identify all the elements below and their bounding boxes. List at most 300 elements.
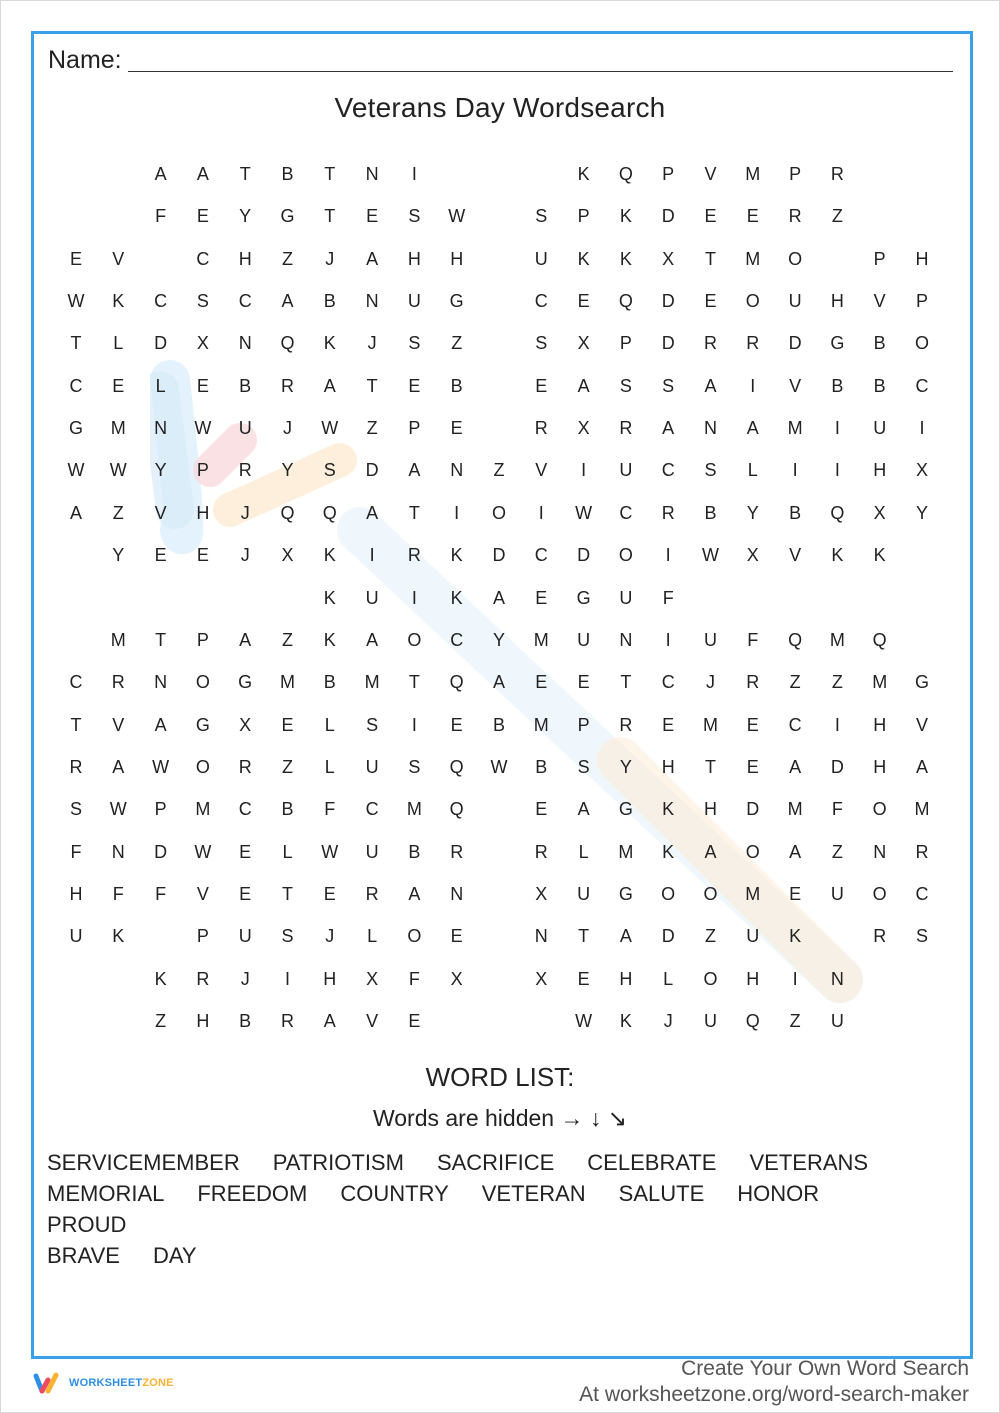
grid-letter: E	[408, 1011, 421, 1031]
grid-letter: M	[280, 672, 295, 693]
grid-letter: R	[915, 841, 929, 862]
grid-letter: I	[411, 587, 417, 608]
grid-letter: D	[661, 291, 675, 312]
grid-letter: O	[703, 968, 718, 989]
footer-link[interactable]: At worksheetzone.org/word-search-maker	[579, 1383, 969, 1406]
grid-letter: W	[702, 545, 719, 566]
grid-letter: I	[581, 460, 587, 481]
grid-letter: O	[872, 883, 887, 904]
grid-letter: K	[450, 545, 463, 566]
grid-letter: I	[454, 502, 460, 523]
grid-letter: M	[787, 799, 803, 820]
grid-letter: P	[619, 333, 632, 354]
grid-letter: Z	[112, 502, 124, 523]
grid-letter: M	[787, 418, 803, 439]
grid-letter: S	[323, 460, 336, 481]
grid-letter: R	[704, 333, 717, 354]
grid-letter: A	[239, 629, 252, 650]
grid-letter: K	[873, 545, 886, 566]
grid-letter: E	[112, 375, 125, 396]
grid-letter: W	[67, 291, 85, 312]
footer-line-1: Create Your Own Word Search	[681, 1357, 969, 1380]
grid-letter: T	[324, 164, 336, 184]
grid-letter: Z	[366, 418, 378, 439]
grid-letter: E	[239, 883, 252, 904]
grid-letter: A	[366, 502, 379, 523]
grid-letter: F	[155, 206, 167, 227]
grid-letter: U	[788, 291, 802, 312]
grid-letter: Q	[449, 799, 464, 820]
grid-letter: K	[662, 841, 675, 862]
grid-letter: Y	[492, 629, 505, 650]
grid-letter: C	[365, 799, 379, 820]
grid-letter: Y	[239, 206, 252, 227]
grid-letter: F	[662, 587, 674, 608]
grid-letter: M	[533, 714, 549, 735]
grid-letter: O	[618, 545, 633, 566]
grid-letter: Z	[705, 926, 716, 947]
grid-letter: D	[577, 545, 591, 566]
grid-letter: G	[830, 333, 845, 354]
worksheetzone-logo-icon	[33, 1372, 61, 1394]
word-list-item: HONOR	[737, 1181, 820, 1206]
grid-letter: S	[408, 756, 421, 777]
grid-letter: W	[109, 799, 127, 820]
grid-letter: C	[915, 883, 929, 904]
grid-letter: R	[407, 545, 421, 566]
grid-letter: B	[239, 1011, 252, 1031]
grid-letter: A	[154, 164, 167, 184]
grid-letter: Z	[282, 248, 293, 269]
grid-letter: G	[914, 672, 929, 693]
grid-letter: E	[69, 248, 82, 269]
grid-letter: F	[747, 629, 759, 650]
grid-letter: Z	[282, 629, 293, 650]
grid-letter: K	[577, 164, 590, 184]
grid-letter: R	[450, 841, 464, 862]
grid-letter: X	[577, 418, 590, 439]
grid-letter: K	[831, 545, 844, 566]
name-label: Name:	[48, 46, 122, 74]
grid-letter: U	[238, 418, 252, 439]
grid-letter: I	[665, 629, 671, 650]
grid-letter: G	[195, 714, 210, 735]
grid-letter: S	[408, 206, 421, 227]
grid-letter: E	[746, 756, 759, 777]
grid-letter: N	[704, 418, 717, 439]
grid-letter: O	[703, 883, 718, 904]
grid-letter: Q	[618, 291, 633, 312]
grid-letter: J	[325, 248, 335, 269]
grid-letter: O	[872, 799, 887, 820]
grid-letter: P	[577, 714, 590, 735]
word-list-item: BRAVE	[47, 1243, 120, 1268]
grid-letter: Y	[746, 502, 759, 523]
grid-letter: W	[448, 206, 466, 227]
grid-letter: N	[830, 968, 844, 989]
grid-letter: E	[408, 375, 421, 396]
worksheetzone-logo[interactable]	[33, 1372, 174, 1394]
word-list	[47, 1147, 962, 1271]
grid-letter: N	[450, 460, 464, 481]
grid-letter: D	[661, 206, 675, 227]
grid-letter: D	[154, 333, 168, 354]
grid-letter: R	[746, 672, 760, 693]
grid-letter: B	[450, 375, 463, 396]
logo-wordmark	[69, 1377, 174, 1389]
grid-letter: B	[873, 333, 886, 354]
grid-letter: A	[323, 1011, 336, 1031]
footer-promo	[579, 1356, 969, 1408]
grid-letter: C	[619, 502, 633, 523]
grid-letter: D	[830, 756, 844, 777]
grid-letter: L	[282, 841, 293, 862]
grid-letter: M	[745, 248, 761, 269]
grid-letter: D	[661, 926, 675, 947]
grid-letter: A	[492, 587, 505, 608]
grid-letter: W	[575, 502, 593, 523]
grid-letter: C	[788, 714, 802, 735]
grid-letter: D	[746, 799, 760, 820]
grid-letter: B	[281, 799, 294, 820]
grid-letter: N	[238, 333, 252, 354]
grid-letter: H	[619, 968, 633, 989]
grid-letter: A	[577, 375, 590, 396]
grid-letter: L	[155, 375, 166, 396]
grid-letter: B	[239, 375, 252, 396]
grid-letter: I	[834, 460, 840, 481]
grid-letter: M	[914, 799, 930, 820]
grid-letter: E	[662, 714, 675, 735]
grid-letter: G	[618, 883, 633, 904]
grid-letter: E	[196, 375, 209, 396]
page-title: Veterans Day Wordsearch	[334, 92, 666, 123]
grid-letter: W	[67, 460, 85, 481]
grid-letter: O	[407, 629, 422, 650]
grid-letter: N	[111, 841, 125, 862]
grid-letter: G	[238, 672, 253, 693]
grid-letter: X	[873, 502, 886, 523]
grid-letter: O	[491, 502, 506, 523]
grid-letter: R	[69, 756, 83, 777]
grid-letter: U	[619, 460, 633, 481]
grid-letter: T	[282, 883, 293, 904]
grid-letter: L	[367, 926, 378, 947]
grid-letter: E	[577, 968, 590, 989]
grid-letter: H	[704, 799, 717, 820]
grid-letter: H	[661, 756, 675, 777]
word-list-item: SACRIFICE	[436, 1150, 555, 1175]
grid-letter: S	[196, 291, 209, 312]
grid-letter: B	[492, 714, 505, 735]
grid-letter: M	[618, 841, 634, 862]
grid-letter: C	[661, 460, 675, 481]
grid-letter: M	[110, 418, 126, 439]
grid-letter: H	[69, 883, 83, 904]
grid-letter: K	[154, 968, 167, 989]
word-list-item: PROUD	[47, 1212, 127, 1237]
grid-letter: T	[239, 164, 251, 184]
grid-letter: K	[112, 926, 125, 947]
grid-letter: R	[619, 418, 633, 439]
grid-letter: L	[324, 756, 335, 777]
grid-letter: Z	[831, 841, 843, 862]
grid-letter: P	[662, 164, 675, 184]
grid-letter: M	[703, 714, 718, 735]
grid-letter: P	[154, 799, 167, 820]
grid-letter: L	[578, 841, 589, 862]
word-list-item: VETERAN	[481, 1181, 586, 1206]
grid-letter: R	[281, 375, 294, 396]
grid-letter: Y	[154, 460, 167, 481]
grid-letter: I	[411, 164, 417, 184]
grid-letter: E	[789, 883, 802, 904]
grid-letter: Z	[831, 206, 843, 227]
grid-letter: K	[323, 333, 336, 354]
grid-letter: H	[323, 968, 337, 989]
grid-letter: E	[746, 206, 759, 227]
grid-letter: C	[69, 672, 83, 693]
grid-letter: A	[662, 418, 675, 439]
grid-letter: R	[746, 333, 760, 354]
grid-letter: S	[281, 926, 294, 947]
grid-letter: G	[280, 206, 295, 227]
grid-letter: C	[450, 629, 464, 650]
grid-letter: A	[408, 460, 421, 481]
grid-letter: A	[915, 756, 928, 777]
grid-letter: P	[789, 164, 802, 184]
grid-letter: H	[746, 968, 760, 989]
grid-letter: C	[534, 291, 548, 312]
grid-letter: Q	[280, 502, 295, 523]
grid-letter: G	[618, 799, 633, 820]
grid-letter: X	[239, 714, 252, 735]
grid-letter: C	[534, 545, 548, 566]
grid-letter: K	[450, 587, 463, 608]
grid-letter: M	[364, 672, 380, 693]
grid-letter: A	[704, 841, 717, 862]
grid-letter: K	[619, 206, 632, 227]
grid-letter: T	[70, 714, 82, 735]
grid-letter: H	[450, 248, 464, 269]
grid-letter: E	[535, 375, 548, 396]
grid-letter: T	[705, 756, 716, 777]
grid-letter: U	[577, 629, 591, 650]
grid-letter: Y	[281, 460, 294, 481]
word-list-item: DAY	[152, 1243, 197, 1268]
grid-letter: H	[196, 502, 210, 523]
grid-letter: P	[408, 418, 421, 439]
grid-letter: U	[577, 883, 591, 904]
grid-letter: X	[535, 968, 548, 989]
grid-letter: T	[408, 502, 420, 523]
grid-letter: L	[747, 460, 758, 481]
grid-letter: L	[113, 333, 124, 354]
grid-letter: V	[873, 291, 886, 312]
grid-letter: I	[919, 418, 925, 439]
grid-letter: J	[283, 418, 292, 439]
grid-letter: N	[154, 418, 168, 439]
grid-letter: K	[323, 545, 336, 566]
grid-letter: B	[831, 375, 844, 396]
grid-letter: C	[196, 248, 210, 269]
grid-letter: A	[789, 841, 802, 862]
grid-letter: U	[69, 926, 83, 947]
grid-letter: A	[366, 629, 379, 650]
grid-letter: V	[789, 545, 802, 566]
grid-letter: K	[112, 291, 125, 312]
grid-letter: U	[704, 629, 717, 650]
grid-letter: K	[619, 1011, 632, 1031]
grid-letter: F	[408, 968, 420, 989]
grid-letter: M	[745, 883, 761, 904]
grid-letter: V	[112, 714, 125, 735]
name-input-line[interactable]	[128, 71, 953, 72]
grid-letter: V	[366, 1011, 379, 1031]
grid-letter: U	[365, 587, 379, 608]
grid-letter: T	[70, 333, 82, 354]
grid-letter: B	[704, 502, 717, 523]
grid-letter: Z	[789, 1011, 801, 1031]
grid-letter: E	[450, 714, 463, 735]
grid-letter: P	[577, 206, 590, 227]
grid-letter: Q	[280, 333, 295, 354]
grid-letter: R	[830, 164, 844, 184]
grid-letter: H	[238, 248, 252, 269]
grid-letter: V	[112, 248, 125, 269]
grid-letter: X	[662, 248, 675, 269]
grid-letter: G	[576, 587, 591, 608]
grid-letter: K	[619, 248, 632, 269]
grid-letter: O	[195, 756, 210, 777]
grid-letter: F	[112, 883, 124, 904]
grid-letter: F	[324, 799, 336, 820]
grid-letter: G	[68, 418, 83, 439]
grid-letter: R	[661, 502, 675, 523]
grid-letter: E	[366, 206, 379, 227]
grid-letter: Y	[112, 545, 125, 566]
grid-letter: X	[366, 968, 379, 989]
grid-letter: X	[450, 968, 463, 989]
grid-letter: C	[154, 291, 168, 312]
grid-letter: R	[281, 1011, 294, 1031]
grid-letter: S	[69, 799, 82, 820]
grid-letter: A	[281, 291, 294, 312]
grid-letter: I	[665, 545, 671, 566]
grid-letter: B	[789, 502, 802, 523]
grid-letter: H	[196, 1011, 210, 1031]
grid-letter: V	[535, 460, 548, 481]
grid-letter: V	[915, 714, 928, 735]
grid-letter: U	[830, 1011, 844, 1031]
grid-letter: H	[407, 248, 421, 269]
grid-letter: O	[914, 333, 929, 354]
word-list-item: PATRIOTISM	[272, 1150, 404, 1175]
grid-letter: D	[492, 545, 506, 566]
grid-letter: Q	[449, 756, 464, 777]
grid-letter: E	[323, 883, 336, 904]
grid-letter: R	[238, 756, 252, 777]
grid-letter: X	[746, 545, 759, 566]
grid-letter: W	[194, 418, 212, 439]
grid-letter: X	[915, 460, 928, 481]
grid-letter: J	[706, 672, 715, 693]
grid-letter: M	[533, 629, 549, 650]
grid-letter: S	[915, 926, 928, 947]
grid-letter: J	[240, 968, 250, 989]
grid-letter: P	[196, 629, 209, 650]
grid-letter: F	[155, 883, 167, 904]
grid-letter: R	[873, 926, 887, 947]
grid-letter: S	[577, 756, 590, 777]
grid-letter: Q	[745, 1011, 760, 1031]
grid-letter: I	[369, 545, 375, 566]
grid-letter: A	[408, 883, 421, 904]
grid-letter: Y	[915, 502, 928, 523]
grid-letter: W	[490, 756, 508, 777]
grid-letter: X	[281, 545, 294, 566]
grid-letter: W	[321, 418, 339, 439]
grid-letter: L	[324, 714, 335, 735]
grid-letter: P	[196, 460, 209, 481]
grid-letter: C	[238, 291, 252, 312]
grid-letter: E	[535, 672, 548, 693]
grid-letter: V	[704, 164, 717, 184]
grid-letter: O	[788, 248, 803, 269]
grid-letter: W	[575, 1011, 593, 1031]
grid-letter: U	[704, 1011, 717, 1031]
grid-letter: I	[538, 502, 544, 523]
grid-letter: B	[323, 291, 336, 312]
grid-letter: Y	[619, 756, 632, 777]
grid-letter: N	[619, 629, 633, 650]
grid-letter: R	[111, 672, 125, 693]
grid-letter: U	[830, 883, 844, 904]
grid-letter: M	[406, 799, 422, 820]
grid-letter: B	[323, 672, 336, 693]
grid-letter: A	[69, 502, 82, 523]
grid-letter: A	[577, 799, 590, 820]
grid-letter: T	[705, 248, 716, 269]
grid-letter: M	[195, 799, 211, 820]
grid-letter: U	[407, 291, 421, 312]
grid-letter: F	[831, 799, 843, 820]
grid-letter: A	[704, 375, 717, 396]
grid-letter: U	[365, 841, 379, 862]
grid-letter: P	[915, 291, 928, 312]
grid-letter: E	[154, 545, 167, 566]
grid-letter: T	[578, 926, 590, 947]
grid-letter: I	[834, 418, 840, 439]
grid-letter: X	[196, 333, 209, 354]
grid-letter: N	[534, 926, 548, 947]
grid-letter: D	[661, 333, 675, 354]
grid-letter: T	[366, 375, 378, 396]
grid-letter: D	[365, 460, 379, 481]
grid-letter: R	[534, 841, 548, 862]
grid-letter: X	[577, 333, 590, 354]
grid-letter: W	[152, 756, 170, 777]
grid-letter: R	[534, 418, 548, 439]
grid-letter: I	[284, 968, 290, 989]
grid-letter: Z	[831, 672, 843, 693]
word-list-item: CELEBRATE	[587, 1150, 717, 1175]
grid-letter: Q	[872, 629, 887, 650]
grid-letter: A	[492, 672, 505, 693]
grid-letter: P	[196, 926, 209, 947]
grid-letter: E	[577, 291, 590, 312]
word-list-item: COUNTRY	[340, 1181, 449, 1206]
